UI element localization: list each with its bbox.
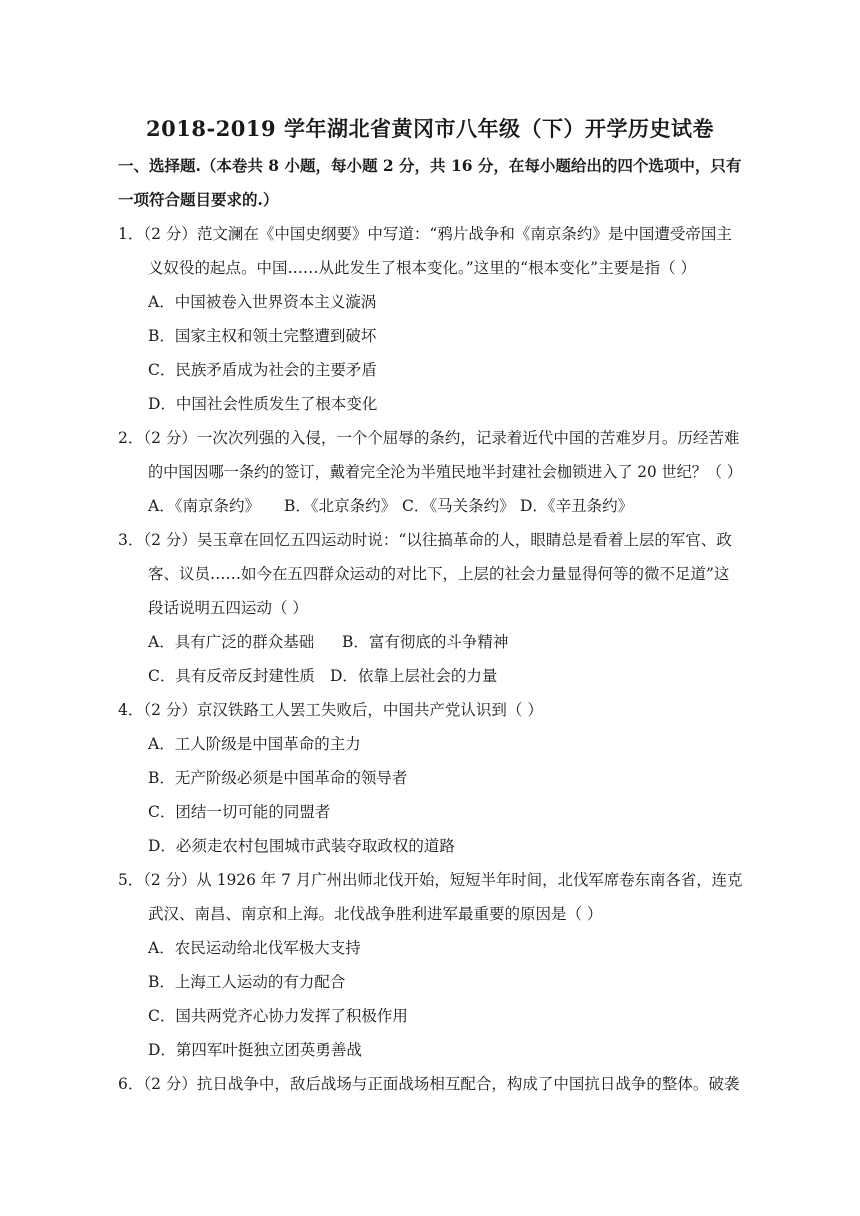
question-6-line1: 6．（2 分）抗日战争中，敌后战场与正面战场相互配合，构成了中国抗日战争的整体。破袭 — [118, 1075, 740, 1093]
question-5-option-c: C．国共两党齐心协力发挥了积极作用 — [148, 1007, 408, 1025]
question-4-option-b: B．无产阶级必须是中国革命的领导者 — [148, 769, 408, 787]
question-3-options-row2 — [148, 664, 497, 688]
question-4-option-d: D．必须走农村包围城市武装夺取政权的道路 — [148, 837, 455, 855]
question-1-option-c: C．民族矛盾成为社会的主要矛盾 — [148, 361, 377, 379]
question-2-option-b: B．《北京条约》 — [284, 497, 397, 515]
question-2-options — [148, 494, 633, 518]
question-3-options-row1 — [148, 630, 508, 654]
question-3-line1: 3．（2 分）吴玉章在回忆五四运动时说：“以往搞革命的人，眼睛总是看着上层的军官、政 — [118, 531, 732, 549]
question-5-option-a: A．农民运动给北伐军极大支持 — [148, 939, 361, 957]
question-2-option-a: A．《南京条约》 — [148, 497, 260, 515]
question-1-option-d: D．中国社会性质发生了根本变化 — [148, 395, 378, 413]
section-header-line1: 一、选择题.（本卷共 8 小题，每小题 2 分，共 16 分，在每小题给出的四个选项中，只有 — [118, 156, 742, 175]
question-4-line1: 4．（2 分）京汉铁路工人罢工失败后，中国共产党认识到（ ） — [118, 701, 543, 719]
question-3-line3: 段话说明五四运动（ ） — [148, 599, 308, 617]
question-1-option-b: B．国家主权和领土完整遭到破坏 — [148, 327, 377, 345]
question-2-line1: 2．（2 分）一次次列强的入侵，一个个屈辱的条约，记录着近代中国的苦难岁月。历经苦难 — [118, 429, 740, 447]
question-5-line1: 5．（2 分）从 1926 年 7 月广州出师北伐开始，短短半年时间，北伐军席卷东南各省，连克 — [118, 871, 743, 889]
question-3-line2: 客、议员……如今在五四群众运动的对比下，上层的社会力量显得何等的微不足道”这 — [148, 565, 730, 583]
question-3-option-b: B．富有彻底的斗争精神 — [342, 633, 509, 651]
question-3-option-c: C．具有反帝反封建性质 — [148, 667, 315, 685]
question-5-option-b: B．上海工人运动的有力配合 — [148, 973, 346, 991]
question-1-option-a: A．中国被卷入世界资本主义漩涡 — [148, 293, 377, 311]
question-1-line1: 1．（2 分）范文澜在《中国史纲要》中写道：“鸦片战争和《南京条约》是中国遭受帝国主 — [118, 225, 732, 243]
question-1-line2: 义奴役的起点。中国……从此发生了根本变化。”这里的“根本变化”主要是指（ ） — [148, 259, 696, 277]
question-4-option-c: C．团结一切可能的同盟者 — [148, 803, 331, 821]
question-5-line2: 武汉、南昌、南京和上海。北伐战争胜利进军最重要的原因是（ ） — [148, 905, 603, 923]
question-5-option-d: D．第四军叶挺独立团英勇善战 — [148, 1041, 362, 1059]
question-2-line2: 的中国因哪一条约的签订，戴着完全沦为半殖民地半封建社会枷锁进入了 20 世纪？（ ） — [148, 463, 743, 481]
exam-title: 2018-2019 学年湖北省黄冈市八年级（下）开学历史试卷 — [146, 116, 714, 141]
question-3-option-d: D．依靠上层社会的力量 — [330, 667, 498, 685]
question-2-option-c: C．《马关条约》 — [402, 497, 515, 515]
question-4-option-a: A．工人阶级是中国革命的主力 — [148, 735, 361, 753]
question-2-option-d: D．《辛丑条约》 — [520, 497, 634, 515]
section-header-line2: 一项符合题目要求的.） — [118, 190, 279, 209]
question-3-option-a: A．具有广泛的群众基础 — [148, 633, 315, 651]
